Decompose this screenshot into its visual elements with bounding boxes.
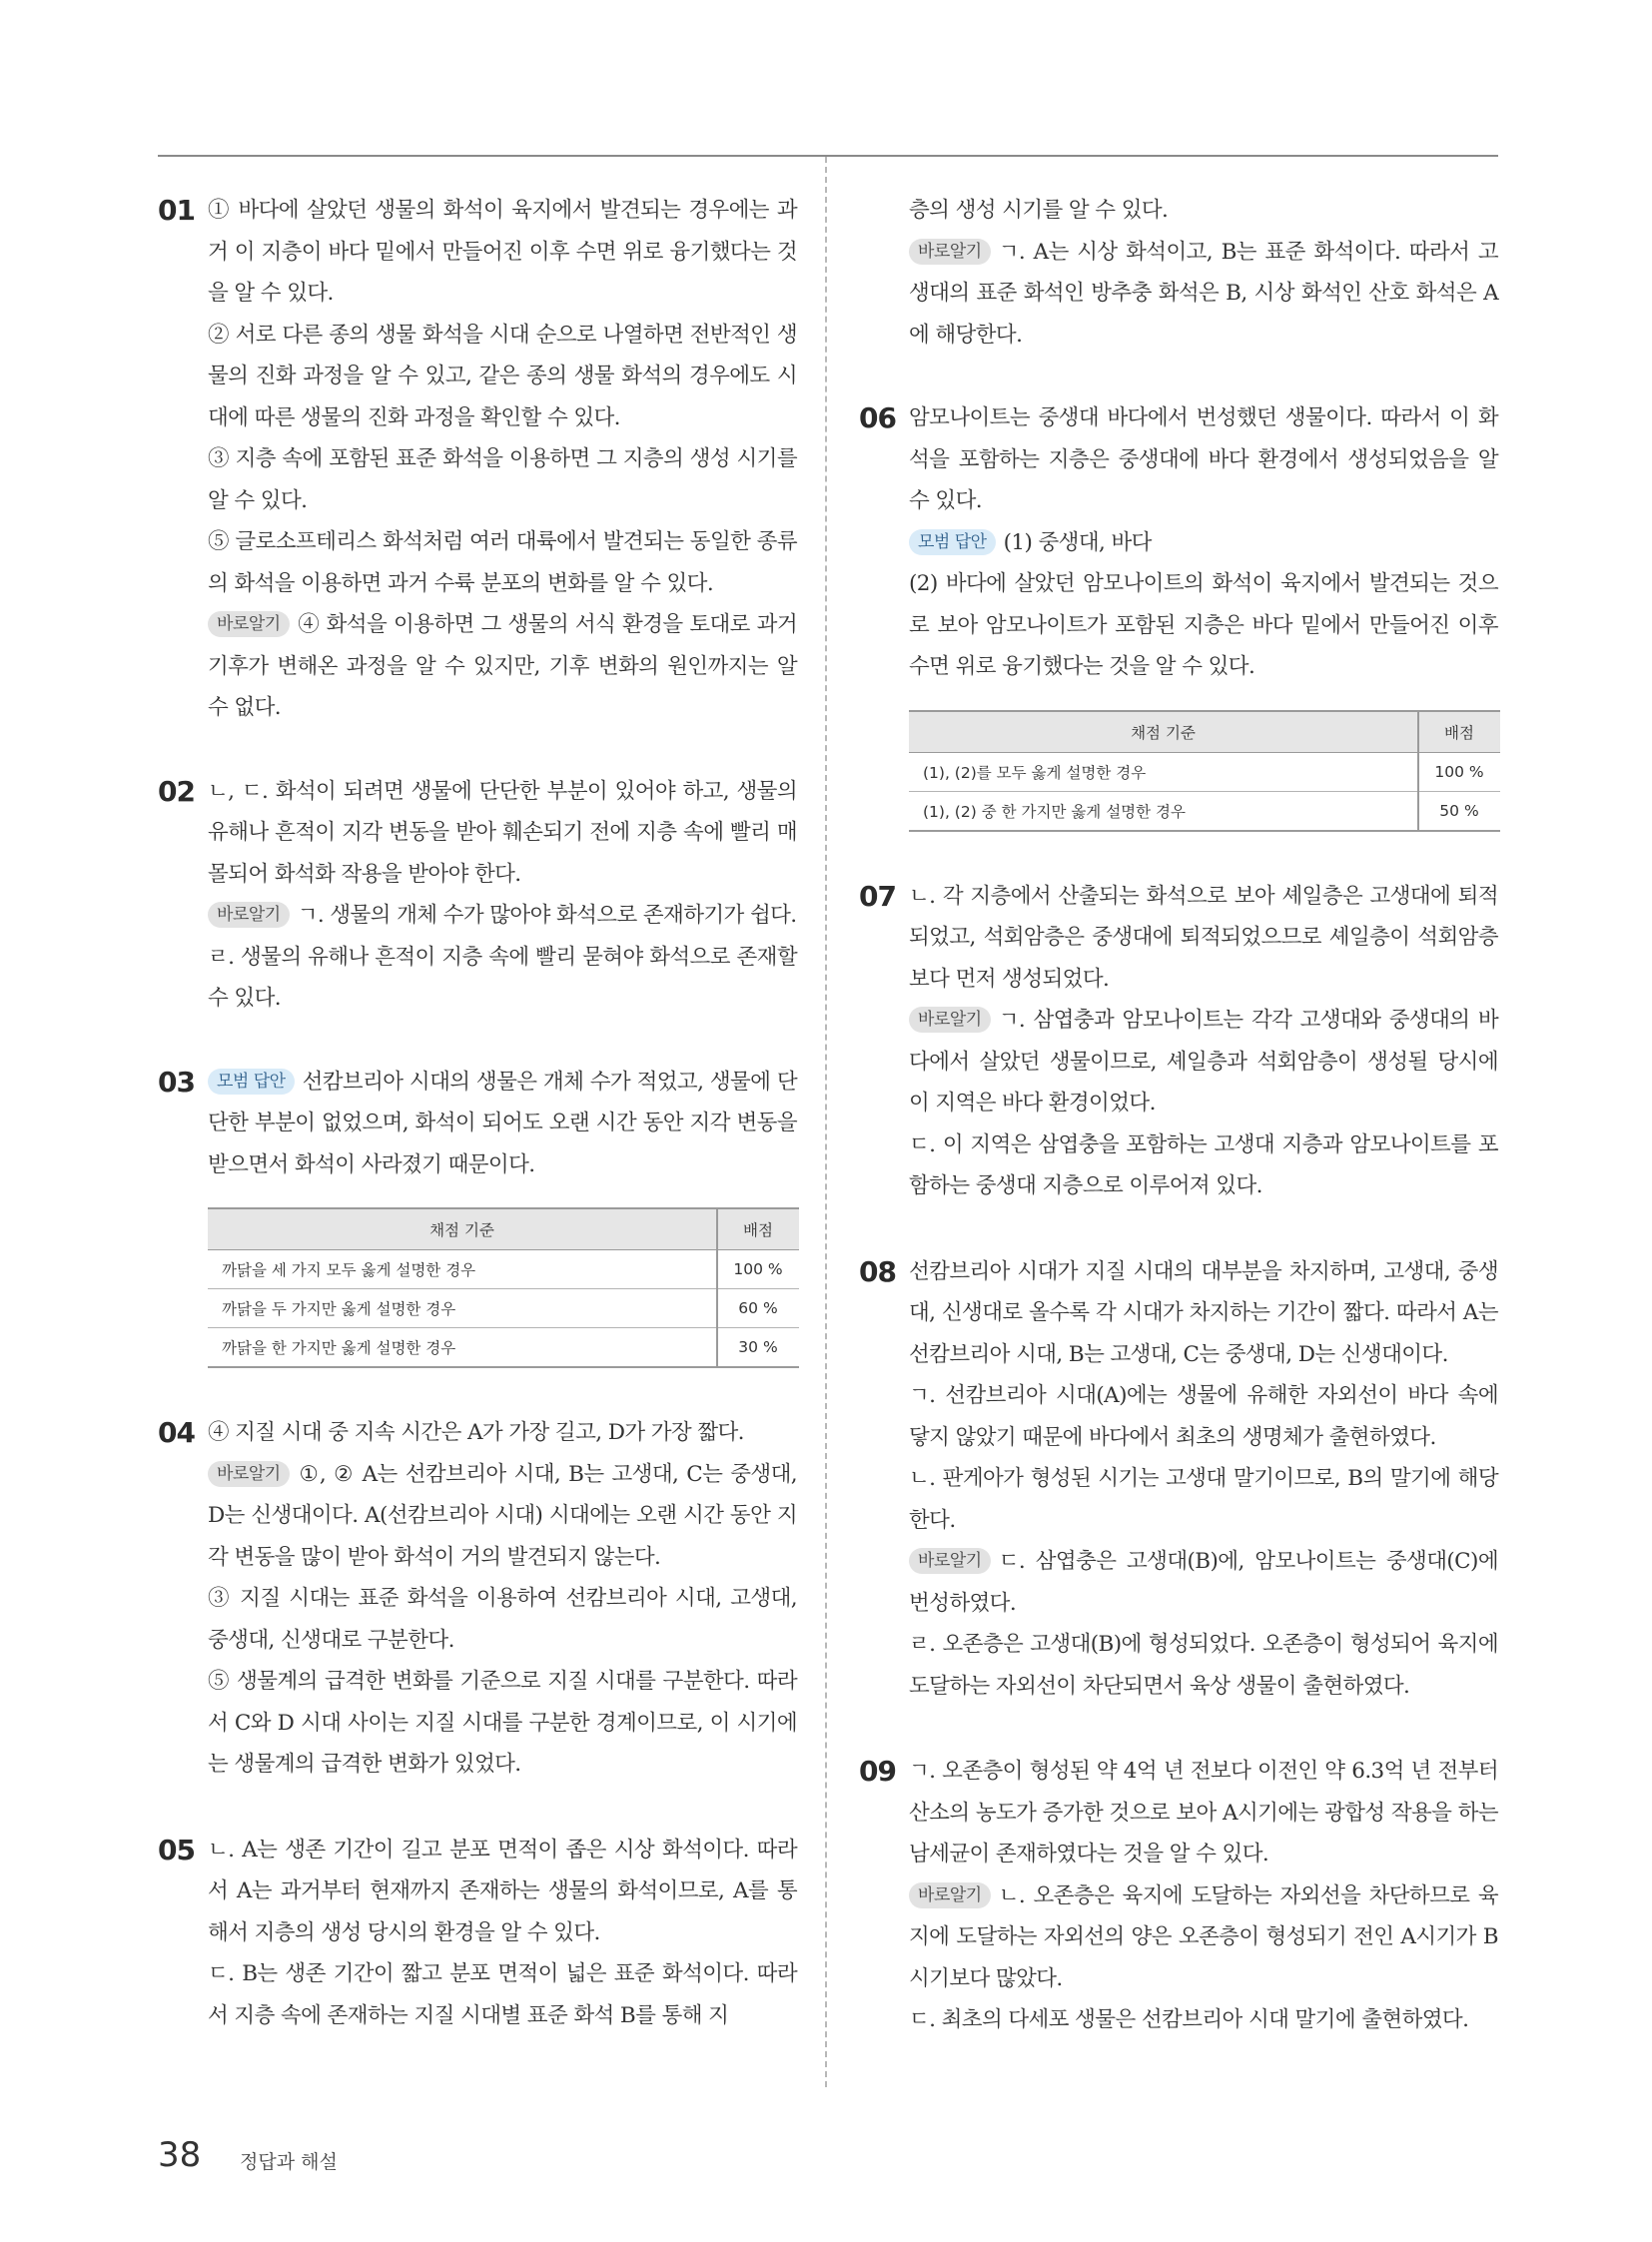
criteria-cell: 까닭을 세 가지 모두 옳게 설명한 경우: [208, 1250, 717, 1289]
answer-text: 선캄브리아 시대가 지질 시대의 대부분을 차지하며, 고생대, 중생대, 신생대로 올수록 각 시대가 차지하는 기간이 짧다. 따라서 A는 선캄브리아 시대, B는 고생대, C는 중생대, D는 신생대이다.: [909, 1258, 1498, 1367]
criteria-cell: (1), (2)를 모두 옳게 설명한 경우: [909, 752, 1418, 791]
question-01: [158, 190, 797, 729]
question-number: 04: [158, 1416, 195, 1449]
correction-tag: 바로알기: [208, 611, 290, 637]
answer-text: ㄱ. 선캄브리아 시대(A)에는 생물에 유해한 자외선이 바다 속에 닿지 않았기 때문에 바다에서 최초의 생명체가 출현하였다.: [909, 1383, 1498, 1450]
answer-text: ① 바다에 살았던 생물의 화석이 육지에서 발견되는 경우에는 과거 이 지층이 바다 밑에서 만들어진 이후 수면 위로 융기했다는 것을 알 수 있다.: [208, 198, 797, 306]
scoring-table: [909, 710, 1500, 832]
answer-text: ㄷ. 이 지역은 삼엽충을 포함하는 고생대 지층과 암모나이트를 포함하는 중생대 지층으로 이루어져 있다.: [909, 1131, 1498, 1198]
question-number: 02: [158, 774, 195, 808]
question-number: 08: [859, 1254, 896, 1288]
points-cell: 50 %: [1418, 791, 1500, 831]
answer-text: ③ 지질 시대는 표준 화석을 이용하여 선캄브리아 시대, 고생대, 중생대, 신생대로 구분한다.: [208, 1586, 797, 1653]
table-row: [208, 1289, 799, 1328]
column-divider: [825, 157, 827, 2087]
correction-tag: 바로알기: [208, 902, 290, 928]
answer-text: ㄹ. 생물의 유해나 흔적이 지층 속에 빨리 묻혀야 화석으로 존재할 수 있다.: [208, 944, 797, 1011]
answer-text: ⑤ 생물계의 급격한 변화를 기준으로 지질 시대를 구분한다. 따라서 C와 D 시대 사이는 지질 시대를 구분한 경계이므로, 이 시기에는 생물계의 급격한 변화가 있었다.: [208, 1669, 797, 1777]
answer-text: ㄴ. 판게아가 형성된 시기는 고생대 말기이므로, B의 말기에 해당한다.: [909, 1466, 1498, 1533]
criteria-header: 채점 기준: [909, 711, 1418, 753]
model-answer-text: (2) 바다에 살았던 암모나이트의 화석이 육지에서 발견되는 것으로 보아 암모나이트가 포함된 지층은 바다 밑에서 만들어진 이후 수면 위로 융기했다는 것을 알 수 있다.: [909, 571, 1498, 679]
criteria-header: 채점 기준: [208, 1208, 717, 1250]
points-cell: 30 %: [717, 1328, 799, 1368]
model-answer-tag: 모범 답안: [909, 529, 996, 555]
criteria-cell: 까닭을 두 가지만 옳게 설명한 경우: [208, 1289, 717, 1328]
points-header: 배점: [717, 1208, 799, 1250]
correction-tag: 바로알기: [208, 1461, 290, 1487]
question-number: 09: [859, 1755, 896, 1788]
correction-text: ㄷ. 삼엽충은 고생대(B)에, 암모나이트는 중생대(C)에 번성하였다.: [909, 1549, 1498, 1616]
answer-text: ㄷ. B는 생존 기간이 짧고 분포 면적이 넓은 표준 화석이다. 따라서 지층 속에 존재하는 지질 시대별 표준 화석 B를 통해 지: [208, 1961, 797, 2028]
right-column: [859, 190, 1498, 2041]
answer-text: ② 서로 다른 종의 생물 화석을 시대 순으로 나열하면 전반적인 생물의 진화 과정을 알 수 있고, 같은 종의 생물 화석의 경우에도 시대에 따른 생물의 진화 과정을 확인할 수 있다.: [208, 322, 797, 430]
criteria-cell: (1), (2) 중 한 가지만 옳게 설명한 경우: [909, 791, 1418, 831]
answer-text: ㄴ. 각 지층에서 산출되는 화석으로 보아 셰일층은 고생대에 퇴적되었고, 석회암층은 중생대에 퇴적되었으므로 셰일층이 석회암층보다 먼저 생성되었다.: [909, 883, 1498, 992]
answer-text: 층의 생성 시기를 알 수 있다.: [909, 198, 1169, 223]
question-07: [859, 876, 1498, 1207]
table-row: [909, 752, 1500, 791]
left-column: [158, 190, 797, 2036]
page-number: 38: [158, 2135, 202, 2175]
answer-text: ③ 지층 속에 포함된 표준 화석을 이용하면 그 지층의 생성 시기를 알 수 있다.: [208, 446, 797, 513]
model-answer-text: (1) 중생대, 바다: [1003, 529, 1152, 555]
correction-paragraph: [208, 604, 797, 729]
model-answer-paragraph: [909, 522, 1498, 564]
scoring-table-header: [208, 1208, 799, 1250]
points-cell: 100 %: [717, 1250, 799, 1289]
question-number: 05: [158, 1833, 195, 1867]
table-row: [208, 1328, 799, 1368]
answer-text: ㄹ. 오존층은 고생대(B)에 형성되었다. 오존층이 형성되어 육지에 도달하는 자외선이 차단되면서 육상 생물이 출현하였다.: [909, 1632, 1498, 1699]
question-number: 03: [158, 1065, 195, 1099]
model-answer-text: 선캄브리아 시대의 생물은 개체 수가 적었고, 생물에 단단한 부분이 없었으며, 화석이 되어도 오랜 시간 동안 지각 변동을 받으면서 화석이 사라졌기 때문이다.: [208, 1069, 797, 1177]
top-rule: [158, 155, 1498, 157]
correction-text: ㄱ. 삼엽충과 암모나이트는 각각 고생대와 중생대의 바다에서 살았던 생물이므로, 셰일층과 석회암층이 생성될 당시에 이 지역은 바다 환경이었다.: [909, 1008, 1498, 1116]
question-09: [859, 1751, 1498, 2041]
correction-text: ④ 화석을 이용하면 그 생물의 서식 환경을 토대로 과거 기후가 변해온 과정을 알 수 있지만, 기후 변화의 원인까지는 알 수 없다.: [208, 612, 797, 720]
correction-tag: 바로알기: [909, 1548, 991, 1574]
answer-text: ㄴ, ㄷ. 화석이 되려면 생물에 단단한 부분이 있어야 하고, 생물의 유해나 흔적이 지각 변동을 받아 훼손되기 전에 지층 속에 빨리 매몰되어 화석화 작용을 받아야 한다.: [208, 778, 797, 887]
correction-paragraph: [909, 1875, 1498, 2000]
answer-text: 암모나이트는 중생대 바다에서 번성했던 생물이다. 따라서 이 화석을 포함하는 지층은 중생대에 바다 환경에서 생성되었음을 알 수 있다.: [909, 405, 1498, 513]
correction-paragraph: [909, 1000, 1498, 1124]
question-04: [158, 1412, 797, 1786]
footer-label: 정답과 해설: [240, 2151, 338, 2173]
answer-text: ㄷ. 최초의 다세포 생물은 선캄브리아 시대 말기에 출현하였다.: [909, 2007, 1469, 2032]
answer-text: ㄱ. 오존층이 형성된 약 4억 년 전보다 이전인 약 6.3억 년 전부터 산소의 농도가 증가한 것으로 보아 A시기에는 광합성 작용을 하는 남세균이 존재하였다는 것을 알 수 있다.: [909, 1759, 1498, 1867]
correction-tag: 바로알기: [909, 1007, 991, 1033]
correction-tag: 바로알기: [909, 239, 991, 265]
question-05: [158, 1830, 797, 2037]
correction-tag: 바로알기: [909, 1882, 991, 1908]
answer-text: ㄴ. A는 생존 기간이 길고 분포 면적이 좁은 시상 화석이다. 따라서 A는 과거부터 현재까지 존재하는 생물의 화석이므로, A를 통해서 지층의 생성 당시의 환경을 알 수 있다.: [208, 1837, 797, 1945]
correction-text: ㄴ. 오존층은 육지에 도달하는 자외선을 차단하므로 육지에 도달하는 자외선의 양은 오존층이 형성되기 전인 A시기가 B시기보다 많았다.: [909, 1882, 1498, 1991]
question-number: 06: [859, 401, 896, 434]
question-05-continued: [859, 190, 1498, 356]
correction-text: ㄱ. A는 시상 화석이고, B는 표준 화석이다. 따라서 고생대의 표준 화석인 방추충 화석은 B, 시상 화석인 산호 화석은 A에 해당한다.: [909, 239, 1498, 348]
question-06: [859, 397, 1498, 832]
question-number: 07: [859, 879, 896, 913]
model-answer-paragraph: [208, 1062, 797, 1186]
question-number: 01: [158, 194, 195, 227]
model-answer-tag: 모범 답안: [208, 1069, 295, 1095]
correction-text: ①, ② A는 선캄브리아 시대, B는 고생대, C는 중생대, D는 신생대이다. A(선캄브리아 시대) 시대에는 오랜 시간 동안 지각 변동을 많이 받아 화석이 거의 발견되지 않는다.: [208, 1461, 797, 1570]
correction-text: ㄱ. 생물의 개체 수가 많아야 화석으로 존재하기가 쉽다.: [297, 903, 797, 928]
correction-paragraph: [208, 895, 797, 937]
criteria-cell: 까닭을 한 가지만 옳게 설명한 경우: [208, 1328, 717, 1368]
table-row: [909, 791, 1500, 831]
table-row: [208, 1250, 799, 1289]
scoring-table-header: [909, 711, 1500, 753]
points-cell: 60 %: [717, 1289, 799, 1328]
points-cell: 100 %: [1418, 752, 1500, 791]
scoring-table: [208, 1207, 799, 1368]
question-02: [158, 771, 797, 1020]
points-header: 배점: [1418, 711, 1500, 753]
correction-paragraph: [909, 1541, 1498, 1624]
answer-text: ④ 지질 시대 중 지속 시간은 A가 가장 길고, D가 가장 짧다.: [208, 1420, 744, 1445]
question-03: [158, 1062, 797, 1369]
correction-paragraph: [909, 232, 1498, 357]
question-08: [859, 1251, 1498, 1708]
correction-paragraph: [208, 1454, 797, 1579]
answer-text: ⑤ 글로소프테리스 화석처럼 여러 대륙에서 발견되는 동일한 종류의 화석을 이용하면 과거 수륙 분포의 변화를 알 수 있다.: [208, 529, 797, 596]
